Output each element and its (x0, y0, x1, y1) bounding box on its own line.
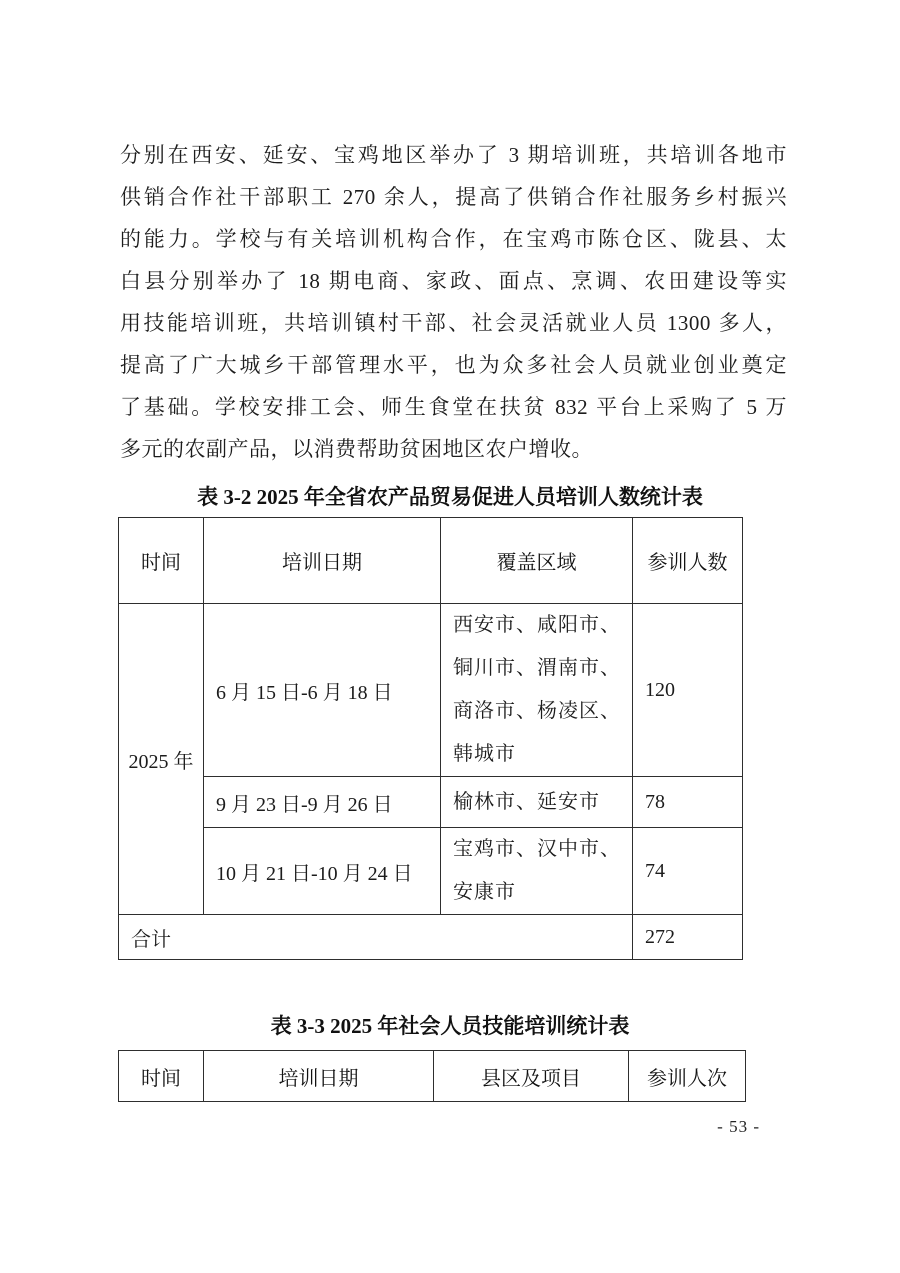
column-header-county-project: 县区及项目 (434, 1051, 629, 1102)
region-cell: 西安市、咸阳市、铜川市、渭南市、商洛市、杨凌区、韩城市 (441, 604, 633, 777)
count-cell: 78 (633, 777, 743, 828)
table-3-3 (118, 1050, 746, 1102)
region-cell: 宝鸡市、汉中市、安康市 (441, 828, 633, 915)
table-row (119, 518, 743, 604)
body-paragraph (120, 134, 787, 470)
page-number: - 53 - (717, 1117, 760, 1136)
paragraph-line: 的能力。学校与有关培训机构合作，在宝鸡市陈仓区、陇县、太 (120, 227, 787, 251)
column-header-participant-times: 参训人次 (629, 1051, 746, 1102)
table-total-row (119, 915, 743, 960)
table-row (119, 604, 743, 777)
column-header-coverage-area: 覆盖区域 (441, 518, 633, 604)
count-cell: 120 (633, 604, 743, 777)
total-label-cell: 合计 (119, 915, 633, 960)
paragraph-line: 用技能培训班，共培训镇村干部、社会灵活就业人员 1300 多人， (120, 311, 787, 335)
column-header-training-date: 培训日期 (204, 1051, 434, 1102)
table-row (119, 828, 743, 915)
region-cell: 榆林市、延安市 (441, 777, 633, 828)
date-cell: 6 月 15 日-6 月 18 日 (204, 604, 441, 777)
count-cell: 74 (633, 828, 743, 915)
table-row (119, 1051, 746, 1102)
total-value-cell: 272 (633, 915, 743, 960)
paragraph-line: 白县分别举办了 18 期电商、家政、面点、烹调、农田建设等实 (120, 269, 787, 293)
paragraph-line: 了基础。学校安排工会、师生食堂在扶贫 832 平台上采购了 5 万 (120, 395, 787, 419)
table-row (119, 777, 743, 828)
paragraph-line: 分别在西安、延安、宝鸡地区举办了 3 期培训班，共培训各地市 (120, 143, 787, 167)
column-header-participant-count: 参训人数 (633, 518, 743, 604)
column-header-training-date: 培训日期 (204, 518, 441, 604)
date-cell: 10 月 21 日-10 月 24 日 (204, 828, 441, 915)
column-header-time: 时间 (119, 518, 204, 604)
year-cell: 2025 年 (119, 604, 204, 915)
table-3-2-title: 表 3-2 2025 年全省农产品贸易促进人员培训人数统计表 (197, 485, 703, 509)
table-3-3-title: 表 3-3 2025 年社会人员技能培训统计表 (270, 1014, 630, 1038)
paragraph-line: 多元的农副产品，以消费帮助贫困地区农户增收。 (120, 437, 593, 461)
paragraph-line: 供销合作社干部职工 270 余人，提高了供销合作社服务乡村振兴 (120, 185, 787, 209)
column-header-time: 时间 (119, 1051, 204, 1102)
date-cell: 9 月 23 日-9 月 26 日 (204, 777, 441, 828)
paragraph-line: 提高了广大城乡干部管理水平，也为众多社会人员就业创业奠定 (120, 353, 787, 377)
table-3-2 (118, 517, 743, 960)
